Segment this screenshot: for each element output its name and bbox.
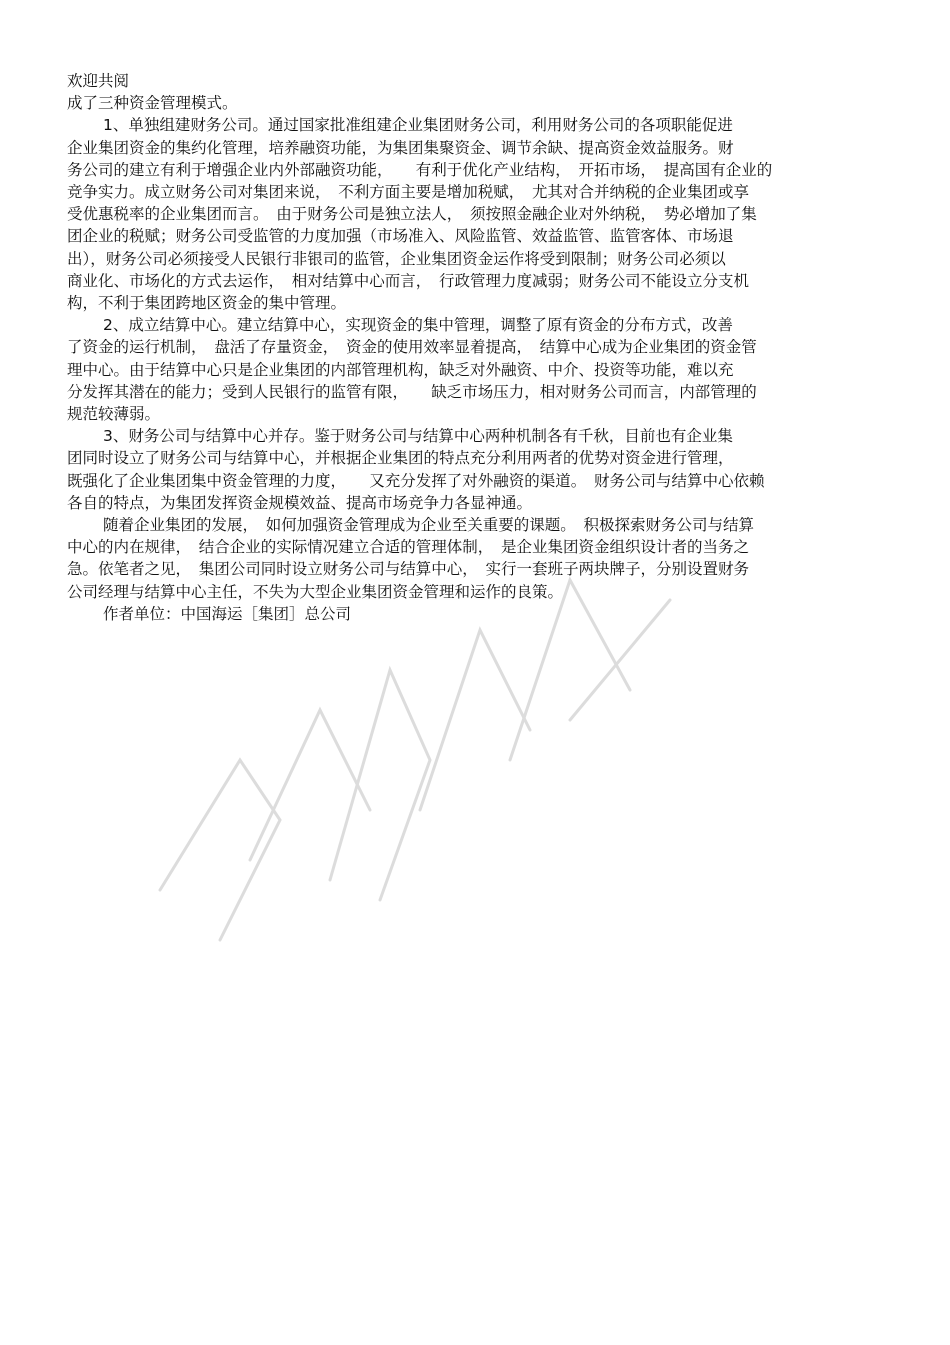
text-line: 务公司的建立有利于增强企业内外部融资功能， 有利于优化产业结构， 开拓市场， 提高国有企业的 bbox=[67, 160, 773, 179]
text-line: 理中心。由于结算中心只是企业集团的内部管理机构，缺乏对外融资、中介、投资等功能，难以充 bbox=[67, 360, 734, 379]
text-line: 团同时设立了财务公司与结算中心，并根据企业集团的特点充分利用两者的优势对资金进行管理， bbox=[67, 449, 734, 468]
text-line: 1、单独组建财务公司。通过国家批准组建企业集团财务公司，利用财务公司的各项职能促进 bbox=[103, 116, 733, 135]
text-line: 既强化了企业集团集中资金管理的力度， 又充分发挥了对外融资的渠道。 财务公司与结算中心依赖 bbox=[67, 471, 765, 490]
text-line: 受优惠税率的企业集团而言。 由于财务公司是独立法人， 须按照金融企业对外纳税， 势必增加了集 bbox=[67, 205, 757, 224]
text-line: 3、财务公司与结算中心并存。鉴于财务公司与结算中心两种机制各有千秋，目前也有企业集 bbox=[103, 427, 733, 446]
text-line: 规范较薄弱。 bbox=[67, 405, 161, 424]
text-line: 成了三种资金管理模式。 bbox=[67, 94, 238, 113]
text-line: 构，不利于集团跨地区资金的集中管理。 bbox=[67, 294, 347, 313]
text-line: 作者单位：中国海运［集团］总公司 bbox=[103, 604, 352, 623]
text-line: 竞争实力。成立财务公司对集团来说， 不利方面主要是增加税赋， 尤其对合并纳税的企业集团或享 bbox=[67, 183, 750, 202]
document-body bbox=[67, 70, 879, 625]
page-header: 欢迎共阅 bbox=[67, 72, 130, 90]
text-line: 2、成立结算中心。建立结算中心，实现资金的集中管理，调整了原有资金的分布方式，改善 bbox=[103, 316, 733, 335]
text-line: 随着企业集团的发展， 如何加强资金管理成为企业至关重要的课题。 积极探索财务公司与结算 bbox=[103, 516, 755, 535]
text-line: 团企业的税赋；财务公司受监管的力度加强（市场准入、风险监管、效益监管、监管客体、市场退 bbox=[67, 227, 734, 246]
text-line: 了资金的运行机制， 盘活了存量资金， 资金的使用效率显着提高， 结算中心成为企业集团的资金管 bbox=[67, 338, 757, 357]
text-line: 公司经理与结算中心主任，不失为大型企业集团资金管理和运作的良策。 bbox=[67, 582, 564, 601]
text-line: 中心的内在规律， 结合企业的实际情况建立合适的管理体制， 是企业集团资金组织设计者的当务之 bbox=[67, 538, 750, 557]
text-line: 各自的特点，为集团发挥资金规模效益、提高市场竞争力各显神通。 bbox=[67, 493, 533, 512]
text-line: 商业化、市场化的方式去运作， 相对结算中心而言， 行政管理力度减弱；财务公司不能设立分支机 bbox=[67, 271, 750, 290]
text-line: 分发挥其潜在的能力；受到人民银行的监管有限， 缺乏市场压力，相对财务公司而言，内部管理的 bbox=[67, 382, 757, 401]
text-line: 企业集团资金的集约化管理，培养融资功能，为集团集聚资金、调节余缺、提高资金效益服务。财 bbox=[67, 138, 734, 157]
text-line: 急。依笔者之见， 集团公司同时设立财务公司与结算中心， 实行一套班子两块牌子，分别设置财务 bbox=[67, 560, 750, 579]
paragraph-lines bbox=[67, 92, 879, 625]
text-line: 出），财务公司必须接受人民银行非银司的监管，企业集团资金运作将受到限制；财务公司必须以 bbox=[67, 249, 726, 268]
